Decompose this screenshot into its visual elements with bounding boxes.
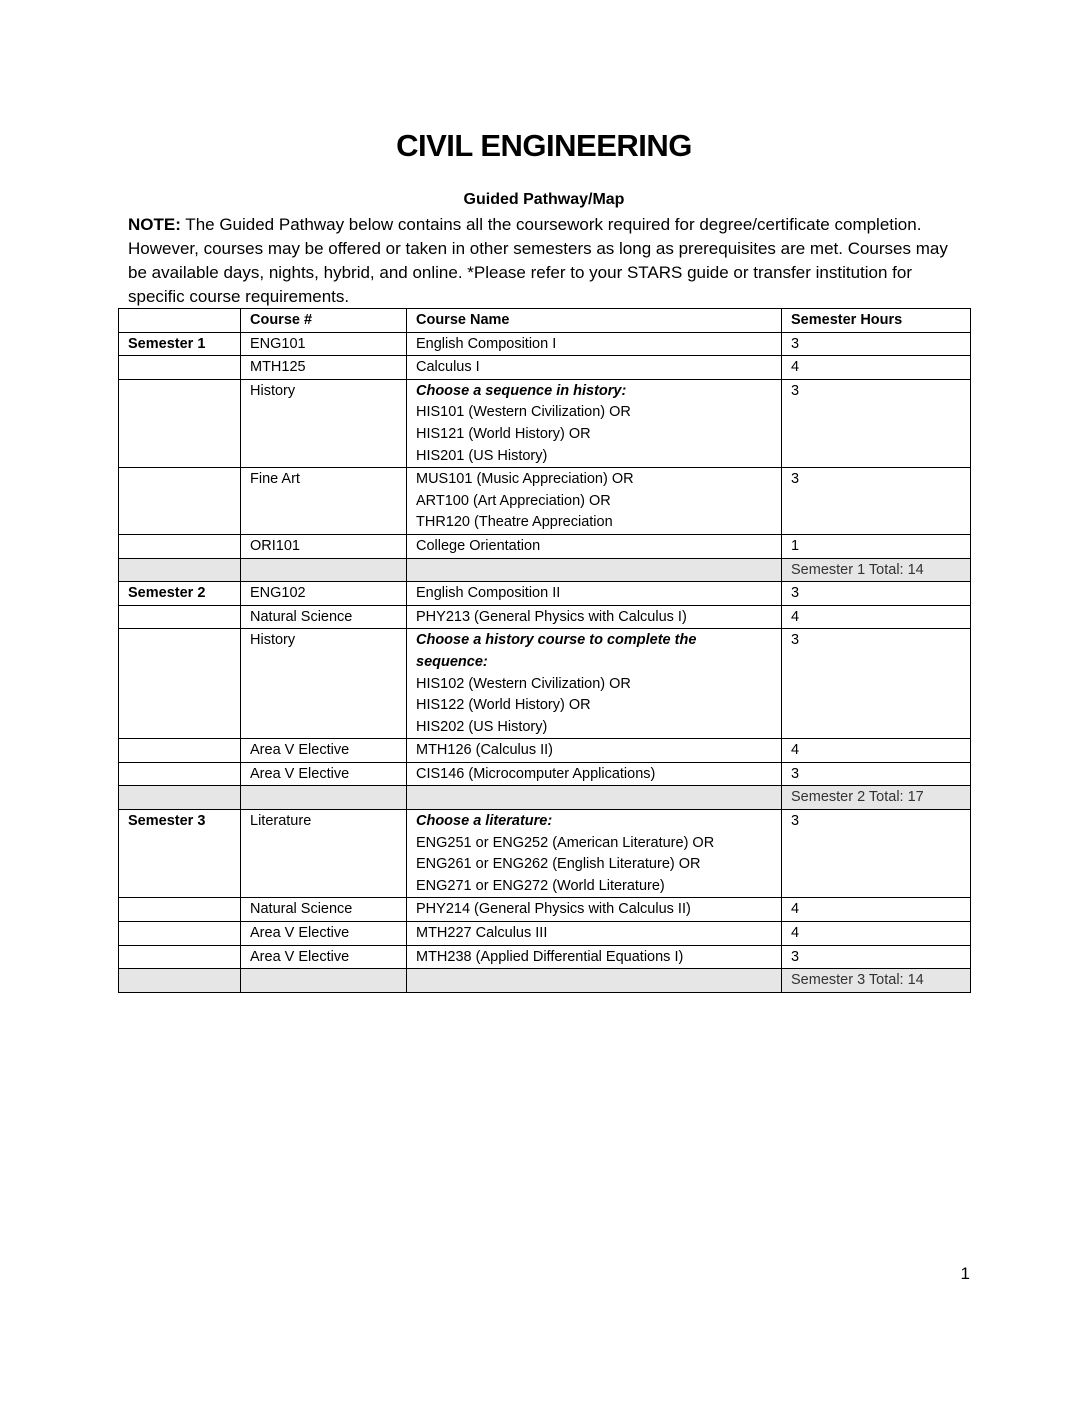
header-semester-hours: Semester Hours [782,309,971,333]
course-name-cell [407,379,782,467]
course-name-cell [407,945,782,969]
semester-total: Semester 3 Total: 14 [782,969,971,993]
course-name-line: English Composition II [416,585,561,602]
note-text: The Guided Pathway below contains all the coursework required for degree/certificate completion. However, courses may be offered or taken in other semesters as long as prerequisites are met. Courses may be available days, nights, hybrid, and online. *Please refer to your STARS guide or transfer institution for specific course requirements. [128,215,948,306]
table-row [119,379,971,467]
course-name-line: PHY214 (General Physics with Calculus II) [416,901,691,918]
course-name-line: MTH126 (Calculus II) [416,742,553,759]
course-number-cell: History [241,379,407,467]
total-empty-cell [241,969,407,993]
course-name-cell [407,739,782,763]
course-name-cell [407,898,782,922]
semester-label-empty [119,356,241,380]
semester-hours-cell: 4 [782,739,971,763]
table-row [119,810,971,898]
semester-label-empty [119,534,241,558]
table-header-row [119,309,971,333]
course-number-cell: ENG102 [241,582,407,606]
course-name-line: HIS122 (World History) OR [416,697,591,714]
semester-hours-cell: 4 [782,356,971,380]
pathway-table [118,308,971,993]
semester-hours-cell: 1 [782,534,971,558]
semester-label-empty [119,945,241,969]
course-name-cell [407,534,782,558]
semester-label-empty [119,605,241,629]
semester-label-empty [119,898,241,922]
course-name-cell [407,605,782,629]
semester-label: Semester 2 [119,582,241,606]
course-number-cell: History [241,629,407,739]
course-number-cell: MTH125 [241,356,407,380]
course-name-line: English Composition I [416,335,557,352]
course-name-cell [407,468,782,535]
course-name-line: ENG271 or ENG272 (World Literature) [416,877,665,894]
course-name-line: HIS102 (Western Civilization) OR [416,675,631,692]
semester-hours-cell: 3 [782,468,971,535]
page-number: 1 [960,1264,970,1283]
course-number-cell: Area V Elective [241,945,407,969]
table-row [119,945,971,969]
choose-instruction: Choose a literature: [416,813,553,830]
semester-label-empty [119,379,241,467]
course-name-cell [407,356,782,380]
course-name-line: MTH238 (Applied Differential Equations I) [416,948,684,965]
header-course-name: Course Name [407,309,782,333]
course-name-cell [407,629,782,739]
table-row [119,356,971,380]
semester-total: Semester 1 Total: 14 [782,558,971,582]
course-name-line: THR120 (Theatre Appreciation [416,514,613,531]
course-name-cell [407,332,782,356]
course-name-line: MUS101 (Music Appreciation) OR [416,471,634,488]
semester-hours-cell: 3 [782,582,971,606]
semester-hours-cell: 3 [782,945,971,969]
course-name-line: College Orientation [416,537,541,554]
table-row [119,898,971,922]
semester-hours-cell: 4 [782,922,971,946]
semester-label: Semester 1 [119,332,241,356]
page-title: CIVIL ENGINEERING [396,128,692,163]
note-label: NOTE: [128,215,181,234]
course-name-line: ENG251 or ENG252 (American Literature) OR [416,834,715,851]
semester-total-row [119,969,971,993]
table-row [119,739,971,763]
choose-instruction: Choose a history course to complete the sequence: [416,632,697,670]
semester-total: Semester 2 Total: 17 [782,786,971,810]
total-empty-cell [119,969,241,993]
course-name-line: ART100 (Art Appreciation) OR [416,492,611,509]
course-number-cell: Natural Science [241,605,407,629]
semester-hours-cell: 4 [782,605,971,629]
course-number-cell: Natural Science [241,898,407,922]
semester-total-row [119,558,971,582]
total-empty-cell [407,969,782,993]
semester-label-empty [119,468,241,535]
course-name-line: HIS202 (US History) [416,718,548,735]
semester-hours-cell: 3 [782,332,971,356]
course-number-cell: Fine Art [241,468,407,535]
course-number-cell: Area V Elective [241,922,407,946]
semester-hours-cell: 3 [782,762,971,786]
semester-total-row [119,786,971,810]
table-row [119,762,971,786]
semester-hours-cell: 3 [782,629,971,739]
course-name-cell [407,762,782,786]
table-row [119,605,971,629]
table-row [119,629,971,739]
table-row [119,332,971,356]
course-number-cell: ORI101 [241,534,407,558]
header-course-number: Course # [241,309,407,333]
semester-label: Semester 3 [119,810,241,898]
pathway-table-body [119,332,971,992]
total-empty-cell [119,558,241,582]
course-number-cell: Literature [241,810,407,898]
course-number-cell: ENG101 [241,332,407,356]
choose-instruction: Choose a sequence in history: [416,382,627,399]
course-name-line: Calculus I [416,359,480,376]
course-name-cell [407,582,782,606]
total-empty-cell [241,786,407,810]
total-empty-cell [407,558,782,582]
course-name-cell [407,810,782,898]
course-name-line: ENG261 or ENG262 (English Literature) OR [416,856,701,873]
course-name-cell [407,922,782,946]
header-semester [119,309,241,333]
course-name-line: PHY213 (General Physics with Calculus I) [416,608,687,625]
table-row [119,582,971,606]
table-row [119,468,971,535]
course-name-line: MTH227 Calculus III [416,925,548,942]
course-name-line: HIS201 (US History) [416,447,548,464]
total-empty-cell [241,558,407,582]
semester-hours-cell: 3 [782,810,971,898]
course-name-line: HIS101 (Western Civilization) OR [416,404,631,421]
semester-label-empty [119,629,241,739]
course-name-line: HIS121 (World History) OR [416,425,591,442]
semester-label-empty [119,762,241,786]
course-number-cell: Area V Elective [241,762,407,786]
note-paragraph [128,213,964,309]
semester-hours-cell: 3 [782,379,971,467]
total-empty-cell [119,786,241,810]
semester-label-empty [119,922,241,946]
semester-hours-cell: 4 [782,898,971,922]
table-row [119,534,971,558]
course-number-cell: Area V Elective [241,739,407,763]
course-name-line: CIS146 (Microcomputer Applications) [416,765,656,782]
table-row [119,922,971,946]
page-subtitle: Guided Pathway/Map [463,191,625,208]
total-empty-cell [407,786,782,810]
semester-label-empty [119,739,241,763]
